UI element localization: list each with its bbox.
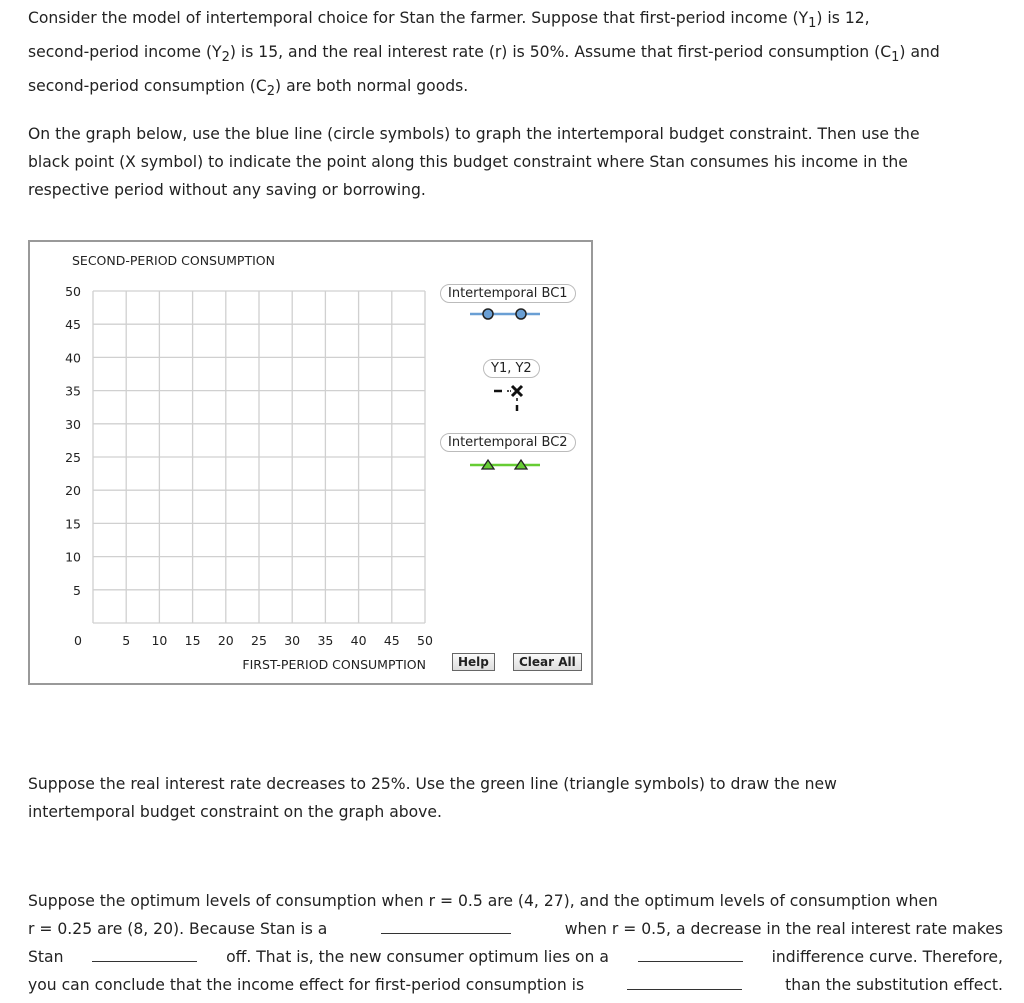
text: ) and — [899, 43, 940, 62]
x-tick-label: 5 — [122, 633, 131, 648]
x-tick-label: 35 — [317, 633, 334, 648]
paragraph-4 — [28, 887, 1003, 999]
text: ) is 15, and the real interest rate (r) is 50%. Assume that first-period consumption (C — [229, 43, 892, 62]
text: when r = 0.5, a decrease in the real interest rate makes — [564, 920, 1003, 938]
x-icon — [512, 386, 522, 396]
blue-circle-line-tool[interactable] — [470, 306, 540, 322]
x-tick-label: 20 — [217, 633, 234, 648]
y-axis-label: SECOND-PERIOD CONSUMPTION — [72, 253, 275, 268]
x-tick-label: 40 — [350, 633, 367, 648]
x-tick-label: 45 — [383, 633, 400, 648]
intro-paragraph-2 — [28, 120, 1013, 204]
y-tick-label: 10 — [65, 549, 81, 565]
text: r = 0.25 are (8, 20). Because Stan is a — [28, 920, 328, 938]
y-tick-label: 30 — [65, 416, 81, 432]
text: indifference curve. Therefore, — [771, 948, 1003, 966]
text: respective period without any saving or borrowing. — [28, 181, 426, 199]
text: Suppose the optimum levels of consumption when r = 0.5 are (4, 27), and the optimum levels of consumption when — [28, 892, 938, 910]
y-tick-label: 20 — [65, 483, 81, 499]
y-tick-label: 50 — [65, 284, 81, 299]
blank-saver-borrower[interactable] — [381, 915, 511, 934]
circle-icon — [516, 309, 526, 319]
text: Stan — [28, 948, 64, 966]
text: second-period income (Y — [28, 43, 222, 62]
subscript: 2 — [221, 50, 230, 66]
text: intertemporal budget constraint on the graph above. — [28, 803, 442, 821]
green-triangle-line-tool[interactable] — [470, 456, 540, 472]
black-x-point-tool[interactable] — [492, 382, 532, 412]
x-tick-label: 50 — [417, 633, 433, 648]
x-axis-label: FIRST-PERIOD CONSUMPTION — [242, 657, 426, 672]
text: off. That is, the new consumer optimum lies on a — [226, 948, 609, 966]
y-tick-label: 25 — [65, 450, 81, 465]
x-tick-label: 25 — [251, 633, 267, 648]
paragraph-3 — [28, 770, 1013, 826]
y-tick-label: 45 — [65, 317, 81, 333]
blank-larger-smaller[interactable] — [627, 971, 742, 990]
text: second-period consumption (C — [28, 77, 267, 96]
text: than the substitution effect. — [785, 976, 1003, 994]
clear-all-button[interactable]: Clear All — [513, 653, 582, 671]
blank-better-worse[interactable] — [92, 943, 197, 962]
x-tick-label: 15 — [184, 633, 201, 648]
y-tick-label: 35 — [65, 383, 81, 399]
circle-icon — [483, 309, 493, 319]
graph-tool[interactable] — [28, 240, 593, 685]
x-tick-label: 10 — [151, 633, 168, 648]
legend-y1-y2[interactable]: Y1, Y2 — [483, 359, 540, 378]
y-tick-label: 15 — [65, 516, 81, 532]
subscript: 2 — [266, 84, 276, 100]
text: black point (X symbol) to indicate the point along this budget constraint where Stan consumes his income in the — [28, 153, 908, 171]
intro-paragraph-1 — [28, 4, 1013, 106]
text: Consider the model of intertemporal choice for Stan the farmer. Suppose that first-period income (Y — [28, 9, 809, 27]
y-tick-label: 5 — [73, 582, 81, 598]
legend-bc1[interactable]: Intertemporal BC1 — [440, 284, 576, 303]
text: ) are both normal goods. — [275, 77, 469, 96]
blank-higher-lower[interactable] — [638, 943, 743, 962]
help-button[interactable]: Help — [452, 653, 495, 671]
subscript: 1 — [808, 16, 817, 32]
text: you can conclude that the income effect for first-period consumption is — [28, 976, 585, 994]
text: ) is 12, — [816, 9, 870, 27]
x-tick-label: 30 — [284, 633, 301, 648]
text: On the graph below, use the blue line (circle symbols) to graph the intertemporal budget constraint. Then use the — [28, 125, 920, 143]
text: Suppose the real interest rate decreases to 25%. Use the green line (triangle symbols) to draw the new — [28, 775, 837, 793]
subscript: 1 — [891, 50, 900, 66]
legend-bc2[interactable]: Intertemporal BC2 — [440, 433, 576, 452]
x-tick-label: 0 — [74, 633, 82, 648]
y-tick-label: 40 — [65, 350, 81, 366]
